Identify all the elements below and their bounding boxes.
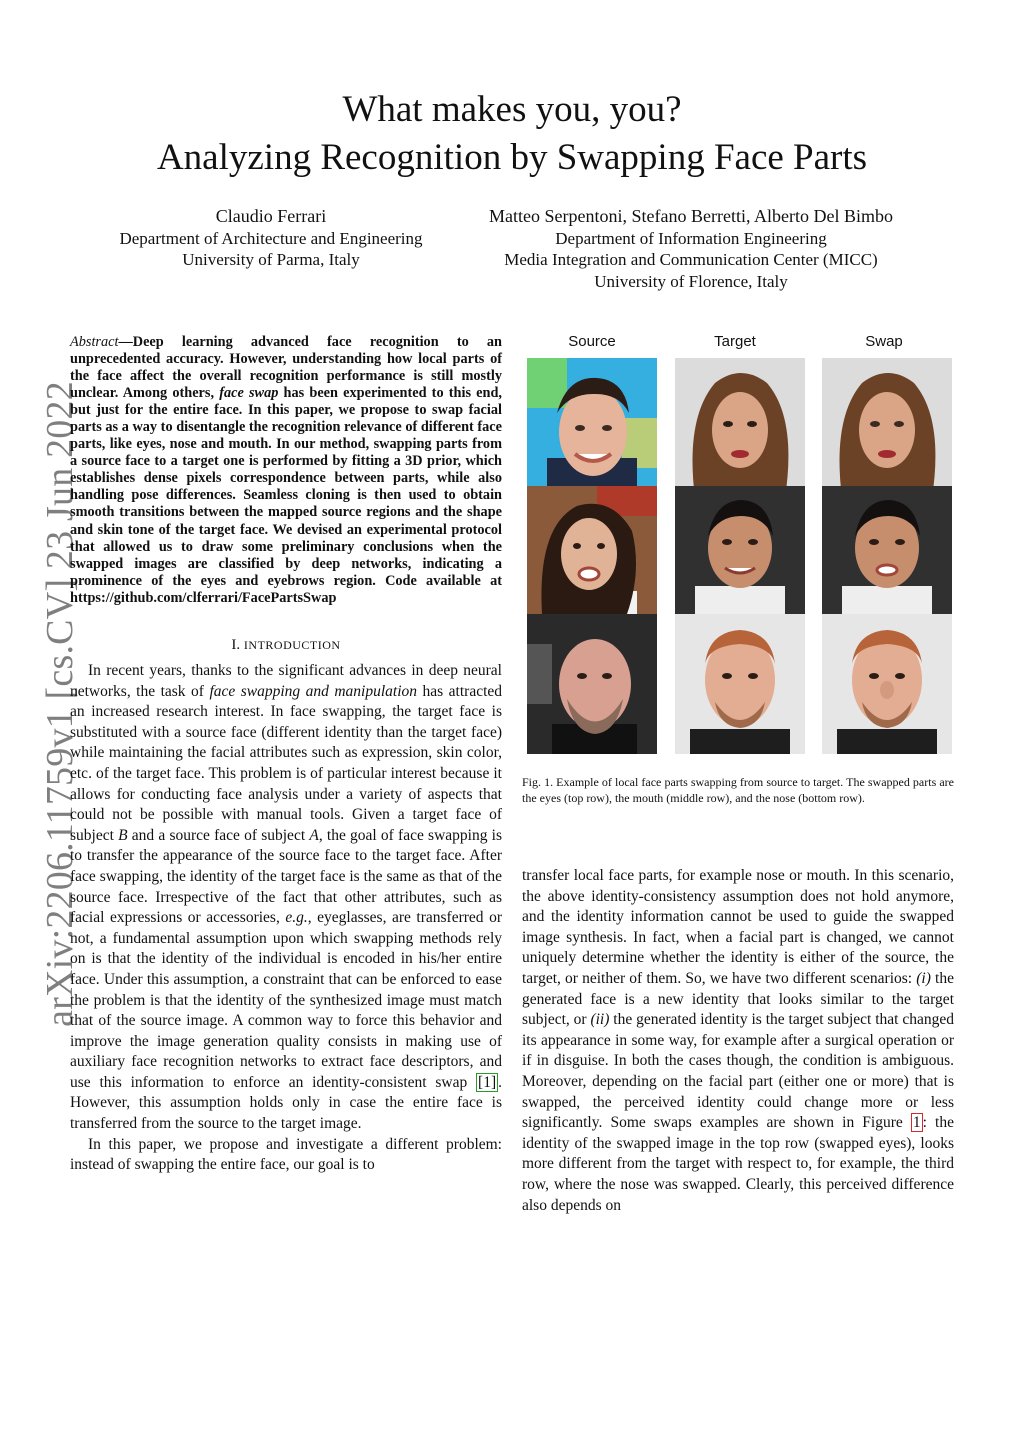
author-affiliation: Department of Information Engineering bbox=[555, 228, 827, 248]
text-run: face swapping and manipulation bbox=[209, 682, 418, 700]
abstract-text: —Deep learning advanced face recognition to an unprecedented accuracy. However, understanding how local parts of the face affect the overall recognition performance is still mostly unclear. Among others, bbox=[70, 334, 502, 402]
author-affiliation: University of Florence, Italy bbox=[594, 271, 788, 291]
citation-link[interactable]: [1] bbox=[478, 1073, 497, 1091]
face-image-swap-row2 bbox=[822, 486, 952, 626]
abstract bbox=[70, 334, 502, 607]
text-run: , eyeglasses, are transferred or not, a fundamental assumption upon which swapping methods rely on is that the identity of the individual is encoded in his/her entire face. Under this assumption, a constraint that can be enforced to ease the problem is that the identity of the synthesized image must match that of the source image. A common way to force this behavior and improve the image generation quality consists in making use of auxiliary face recognition networks to extract face descriptors, and use this information to enforce an identity-consistent swap bbox=[70, 909, 502, 1091]
abstract-label: Abstract bbox=[70, 334, 119, 350]
text-run: In recent years, thanks to the significant advances in deep neural networks, the task of bbox=[70, 662, 502, 700]
text-run: the generated face is a new identity that looks similar to the target subject, or bbox=[522, 969, 954, 1029]
author-block-1 bbox=[100, 206, 442, 271]
face-image-swap-row3 bbox=[822, 614, 952, 754]
text-run: (i) bbox=[916, 969, 931, 987]
text-run: . However, this assumption holds only in case the entire face is transferred from the source to the target image. bbox=[70, 1073, 502, 1133]
text-run: the generated identity is the target subject that changed its appearance in some way, for example after a surgical operation or if in disguise. In both the cases though, the condition is ambiguous. Moreover, depending on the facial part (either one or more) that is swapped, the perceived identity could change more or less significantly. Some swaps examples are shown in Figure bbox=[522, 1011, 954, 1132]
face-image-target-row3 bbox=[675, 614, 805, 754]
arxiv-id: arXiv:2206.11759v1 [cs.CV] 23 Jun 2022 bbox=[39, 381, 81, 1027]
intro-text bbox=[70, 661, 502, 1176]
paragraph bbox=[522, 866, 954, 1216]
text-run: , the goal of face swapping is to transfer the appearance of the source face to the target face. After face swapping, the identity of the target face is the same as that of the source face. Irrespective of the fact that other attributes, such as facial expressions or accessories, bbox=[70, 826, 502, 927]
paragraph bbox=[70, 661, 502, 1135]
author-affiliation: Media Integration and Communication Center (MICC) bbox=[504, 250, 878, 269]
face-image-swap-row1 bbox=[822, 358, 952, 498]
column-2-text bbox=[522, 866, 954, 1216]
text-run: transfer local face parts, for example nose or mouth. In this scenario, the above identity-consistency assumption does not hold anymore, and the identity information cannot be used to guide the swapped image synthesis. In fact, when a facial part is changed, we cannot uniquely determine whether the identity is either of the source, the target, or neither of them. So, we have two different scenarios: bbox=[522, 867, 954, 987]
face-image-source-row3 bbox=[527, 614, 657, 754]
math-var: A bbox=[309, 826, 319, 844]
author-name: Claudio Ferrari bbox=[215, 206, 327, 226]
text-run: : the identity of the swapped image in the top row (swapped eyes), looks more different from the target with respect to, for example, the third row, where the nose was swapped. Clearly, this perceived difference also depends on bbox=[522, 1114, 954, 1214]
paper-title bbox=[0, 86, 1024, 182]
section-number: I. bbox=[231, 637, 244, 653]
paragraph: In this paper, we propose and investigate a different problem: instead of swapping the entire face, our goal is to bbox=[70, 1135, 502, 1174]
text-run: and a source face of subject bbox=[127, 826, 310, 844]
author-affiliation: University of Parma, Italy bbox=[182, 250, 360, 269]
section-heading bbox=[70, 637, 502, 654]
author-name: Matteo Serpentoni, Stefano Berretti, Alberto Del Bimbo bbox=[489, 206, 893, 226]
face-image-target-row2 bbox=[675, 486, 805, 626]
face-image-target-row1 bbox=[675, 358, 805, 498]
author-block-2 bbox=[460, 206, 922, 292]
title-line-1: What makes you, you? bbox=[342, 89, 682, 130]
col-label-target: Target bbox=[714, 333, 756, 350]
col-label-source: Source bbox=[568, 333, 616, 350]
text-run: e.g. bbox=[285, 909, 308, 927]
math-var: B bbox=[118, 826, 128, 844]
title-line-2: Analyzing Recognition by Swapping Face Parts bbox=[156, 137, 868, 178]
text-run: (ii) bbox=[590, 1011, 610, 1029]
abstract-text: has been experimented to this end, but just for the entire face. In this paper, we propose to swap facial parts as a way to disentangle the recognition relevance of different face parts, like eyes, nose and mouth. In our method, swapping parts from a source face to a target one is performed by fitting a 3D prior, which establishes dense pixels correspondence between parts, while also handling pose differences. Seamless cloning is then used to obtain smooth transitions between the mapped source regions and the shape and skin tone of the target face. We devised an experimental protocol that allowed us to draw some preliminary conclusions when the swapped images are classified by deep networks, indicating a prominence of the eyes and eyebrows region. Code available at https://github.com/clferrari/FacePartsSwap bbox=[70, 385, 502, 606]
col-label-swap: Swap bbox=[865, 333, 903, 350]
author-affiliation: Department of Architecture and Engineering bbox=[119, 228, 423, 248]
figure-caption: Fig. 1. Example of local face parts swapping from source to target. The swapped parts are the eyes (top row), the mouth (middle row), and the nose (bottom row). bbox=[522, 775, 954, 805]
text-run: has attracted an increased research interest. In face swapping, the target face is substituted with a source face (different identity than the target face) while maintaining the facial attributes such as expression, skin color, etc. of the target face. This problem is of particular interest because it allows for conducting face analysis under a variety of aspects that could not be possible with manual tools. Given a target face of subject bbox=[70, 682, 503, 844]
section-title: INTRODUCTION bbox=[243, 638, 341, 652]
figure-link[interactable]: 1 bbox=[912, 1114, 921, 1132]
abstract-italic: face swap bbox=[219, 385, 279, 402]
face-image-source-row2 bbox=[527, 486, 657, 626]
face-image-source-row1 bbox=[527, 358, 657, 498]
